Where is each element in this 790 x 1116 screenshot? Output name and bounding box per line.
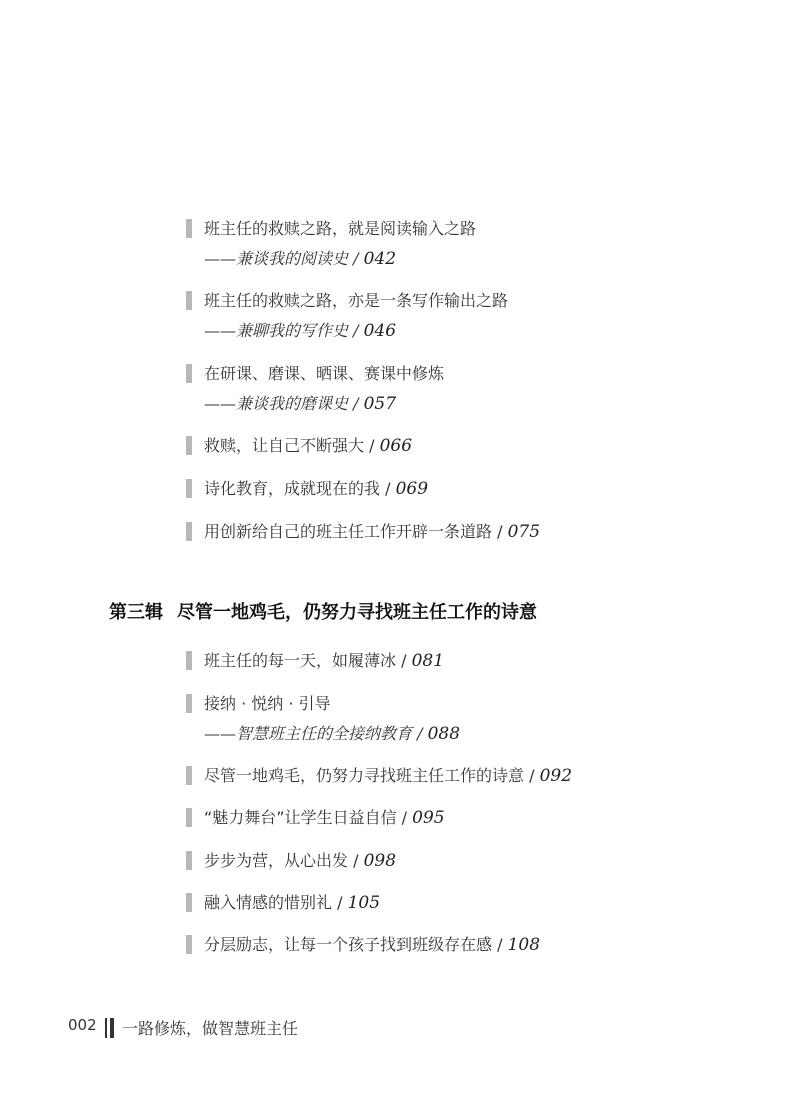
entry-bar <box>186 766 192 785</box>
entry-title: 班主任的救赎之路，亦是一条写作输出之路 <box>204 291 509 310</box>
entry-subtitle-line: ——兼聊我的写作史 / 046 <box>204 321 397 341</box>
entry-line: 诗化教育，成就现在的我 / 069 <box>204 479 429 499</box>
entry-title: 接纳 · 悦纳 · 引导 <box>204 694 331 713</box>
entry-title: 尽管一地鸡毛，仍努力寻找班主任工作的诗意 <box>204 766 525 785</box>
entry-title: 班主任的每一天，如履薄冰 <box>204 651 397 670</box>
entry-subtitle-line: ——兼谈我的磨课史 / 057 <box>204 394 397 414</box>
entry-title: 救赎，让自己不断强大 <box>204 436 365 455</box>
entry-subtitle: ——兼聊我的写作史 <box>204 321 349 340</box>
entry-bar <box>186 436 192 455</box>
page-number: 066 <box>379 436 413 456</box>
entry-bar <box>186 479 192 498</box>
page-number: 105 <box>347 893 381 913</box>
entry-bar <box>186 808 192 827</box>
entry-subtitle-line: ——智慧班主任的全接纳教育 / 088 <box>204 724 461 744</box>
entry-subtitle: ——兼谈我的阅读史 <box>204 249 349 268</box>
page-number: 092 <box>539 766 573 786</box>
page-number: 108 <box>507 935 541 955</box>
entry-line: 分层励志，让每一个孩子找到班级存在感 / 108 <box>204 935 541 955</box>
entry-bar <box>186 851 192 870</box>
page-number: 081 <box>411 651 445 671</box>
entry-title: 诗化教育，成就现在的我 <box>204 479 381 498</box>
section-number: 第三辑 <box>109 602 163 623</box>
page-number: 069 <box>395 479 429 499</box>
footer-divider-thin <box>105 1018 107 1038</box>
section-title: 尽管一地鸡毛，仍努力寻找班主任工作的诗意 <box>177 602 537 623</box>
page-number: 098 <box>363 851 397 871</box>
entry-title: 班主任的救赎之路，就是阅读输入之路 <box>204 219 477 238</box>
entry-bar <box>186 651 192 670</box>
entry-bar <box>186 694 192 713</box>
entry-title: 用创新给自己的班主任工作开辟一条道路 <box>204 522 493 541</box>
entry-title: “魅力舞台”让学生日益自信 <box>204 808 397 827</box>
footer-page-number: 002 <box>68 1016 97 1034</box>
entry-bar <box>186 219 192 238</box>
entry-bar <box>186 893 192 912</box>
footer-divider-thick <box>110 1018 114 1038</box>
page-number: 075 <box>507 522 541 542</box>
entry-line: 用创新给自己的班主任工作开辟一条道路 / 075 <box>204 522 541 542</box>
page-number: 042 <box>363 249 397 269</box>
entry-title: 步步为营，从心出发 <box>204 851 349 870</box>
page-number: 057 <box>363 394 397 414</box>
entry-line: 步步为营，从心出发 / 098 <box>204 851 397 871</box>
entry-subtitle-line: ——兼谈我的阅读史 / 042 <box>204 249 397 269</box>
entry-line: 尽管一地鸡毛，仍努力寻找班主任工作的诗意 / 092 <box>204 766 573 786</box>
entry-bar <box>186 522 192 541</box>
entry-title: 融入情感的惜别礼 <box>204 893 333 912</box>
page-number: 046 <box>363 321 397 341</box>
entry-bar <box>186 291 192 310</box>
entry-line: 班主任的每一天，如履薄冰 / 081 <box>204 651 445 671</box>
section-heading <box>109 598 537 624</box>
entry-title: 分层励志，让每一个孩子找到班级存在感 <box>204 935 493 954</box>
page-number: 095 <box>412 808 445 828</box>
entry-subtitle: ——兼谈我的磨课史 <box>204 394 349 413</box>
entry-subtitle: ——智慧班主任的全接纳教育 <box>204 724 413 743</box>
entry-bar <box>186 935 192 954</box>
entry-bar <box>186 364 192 383</box>
entry-line: “魅力舞台”让学生日益自信 / 095 <box>204 808 445 828</box>
entry-line: 融入情感的惜别礼 / 105 <box>204 893 381 913</box>
entry-line: 救赎，让自己不断强大 / 066 <box>204 436 413 456</box>
entry-title: 在研课、磨课、晒课、赛课中修炼 <box>204 364 445 383</box>
footer-book-title: 一路修炼，做智慧班主任 <box>122 1019 299 1038</box>
page-number: 088 <box>427 724 461 744</box>
